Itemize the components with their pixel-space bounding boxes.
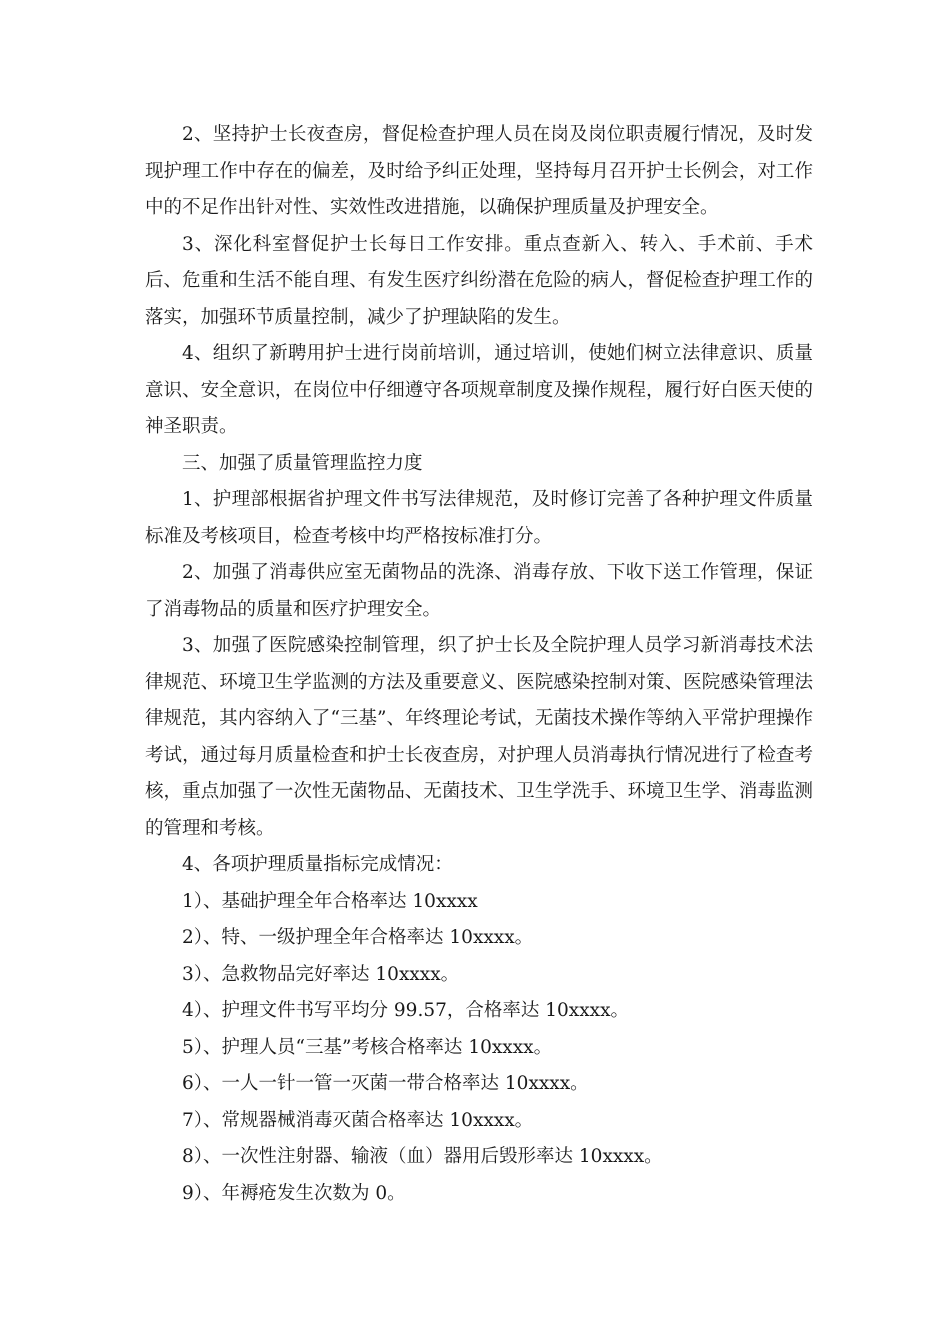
section-heading-quality-control: 三、加强了质量管理监控力度	[182, 452, 423, 474]
paragraph-document-standards: 1、护理部根据省护理文件书写法律规范，及时修订完善了各种护理文件质量标准及考核项目，检查考核中均严格按标准打分。	[145, 489, 813, 547]
paragraph-new-nurse-training: 4、组织了新聘用护士进行岗前培训，通过培训，使她们树立法律意识、质量意识、安全意识，在岗位中仔细遵守各项规章制度及操作规程，履行好白医天使的神圣职责。	[145, 343, 813, 437]
paragraph-quality-indicators: 4、各项护理质量指标完成情况：	[182, 854, 453, 875]
list-item: 3）、急救物品完好率达 10xxxx。	[182, 963, 460, 985]
list-item: 8）、一次性注射器、输液（血）器用后毁形率达 10xxxx。	[182, 1146, 663, 1167]
list-item: 1）、基础护理全年合格率达 10xxxx	[182, 890, 478, 912]
list-item: 2）、特、一级护理全年合格率达 10xxxx。	[182, 927, 534, 948]
list-item: 7）、常规器械消毒灭菌合格率达 10xxxx。	[182, 1109, 534, 1131]
document-body	[145, 117, 813, 1212]
paragraph-daily-schedule: 3、深化科室督促护士长每日工作安排。重点查新入、转入、手术前、手术后、危重和生活不能自理、有发生医疗纠纷潜在危险的病人，督促检查护理工作的落实，加强环节质量控制，减少了护理缺陷的发生。	[145, 233, 813, 328]
paragraph-duty-inspection: 2、坚持护士长夜查房，督促检查护理人员在岗及岗位职责履行情况，及时发现护理工作中存在的偏差，及时给予纠正处理，坚持每月召开护士长例会，对工作中的不足作出针对性、实效性改进措施，以确保护理质量及护理安全。	[145, 124, 813, 218]
list-item: 6）、一人一针一管一灭菌一带合格率达 10xxxx。	[182, 1073, 589, 1094]
list-item: 9）、年褥疮发生次数为 0。	[182, 1182, 406, 1204]
paragraph-infection-control: 3、加强了医院感染控制管理，织了护士长及全院护理人员学习新消毒技术法律规范、环境卫生学监测的方法及重要意义、医院感染控制对策、医院感染管理法律规范，其内容纳入了“三基”、年终理论考试，无菌技术操作等纳入平常护理操作考试，通过每月质量检查和护士长夜查房，对护理人员消毒执行情况进行了检查考核，重点加强了一次性无菌物品、无菌技术、卫生学洗手、环境卫生学、消毒监测的管理和考核。	[145, 635, 813, 839]
list-item: 4）、护理文件书写平均分 99.57，合格率达 10xxxx。	[182, 1000, 630, 1021]
paragraph-sterile-supply: 2、加强了消毒供应室无菌物品的洗涤、消毒存放、下收下送工作管理，保证了消毒物品的质量和医疗护理安全。	[145, 562, 813, 620]
list-item: 5）、护理人员“三基”考核合格率达 10xxxx。	[182, 1036, 553, 1058]
